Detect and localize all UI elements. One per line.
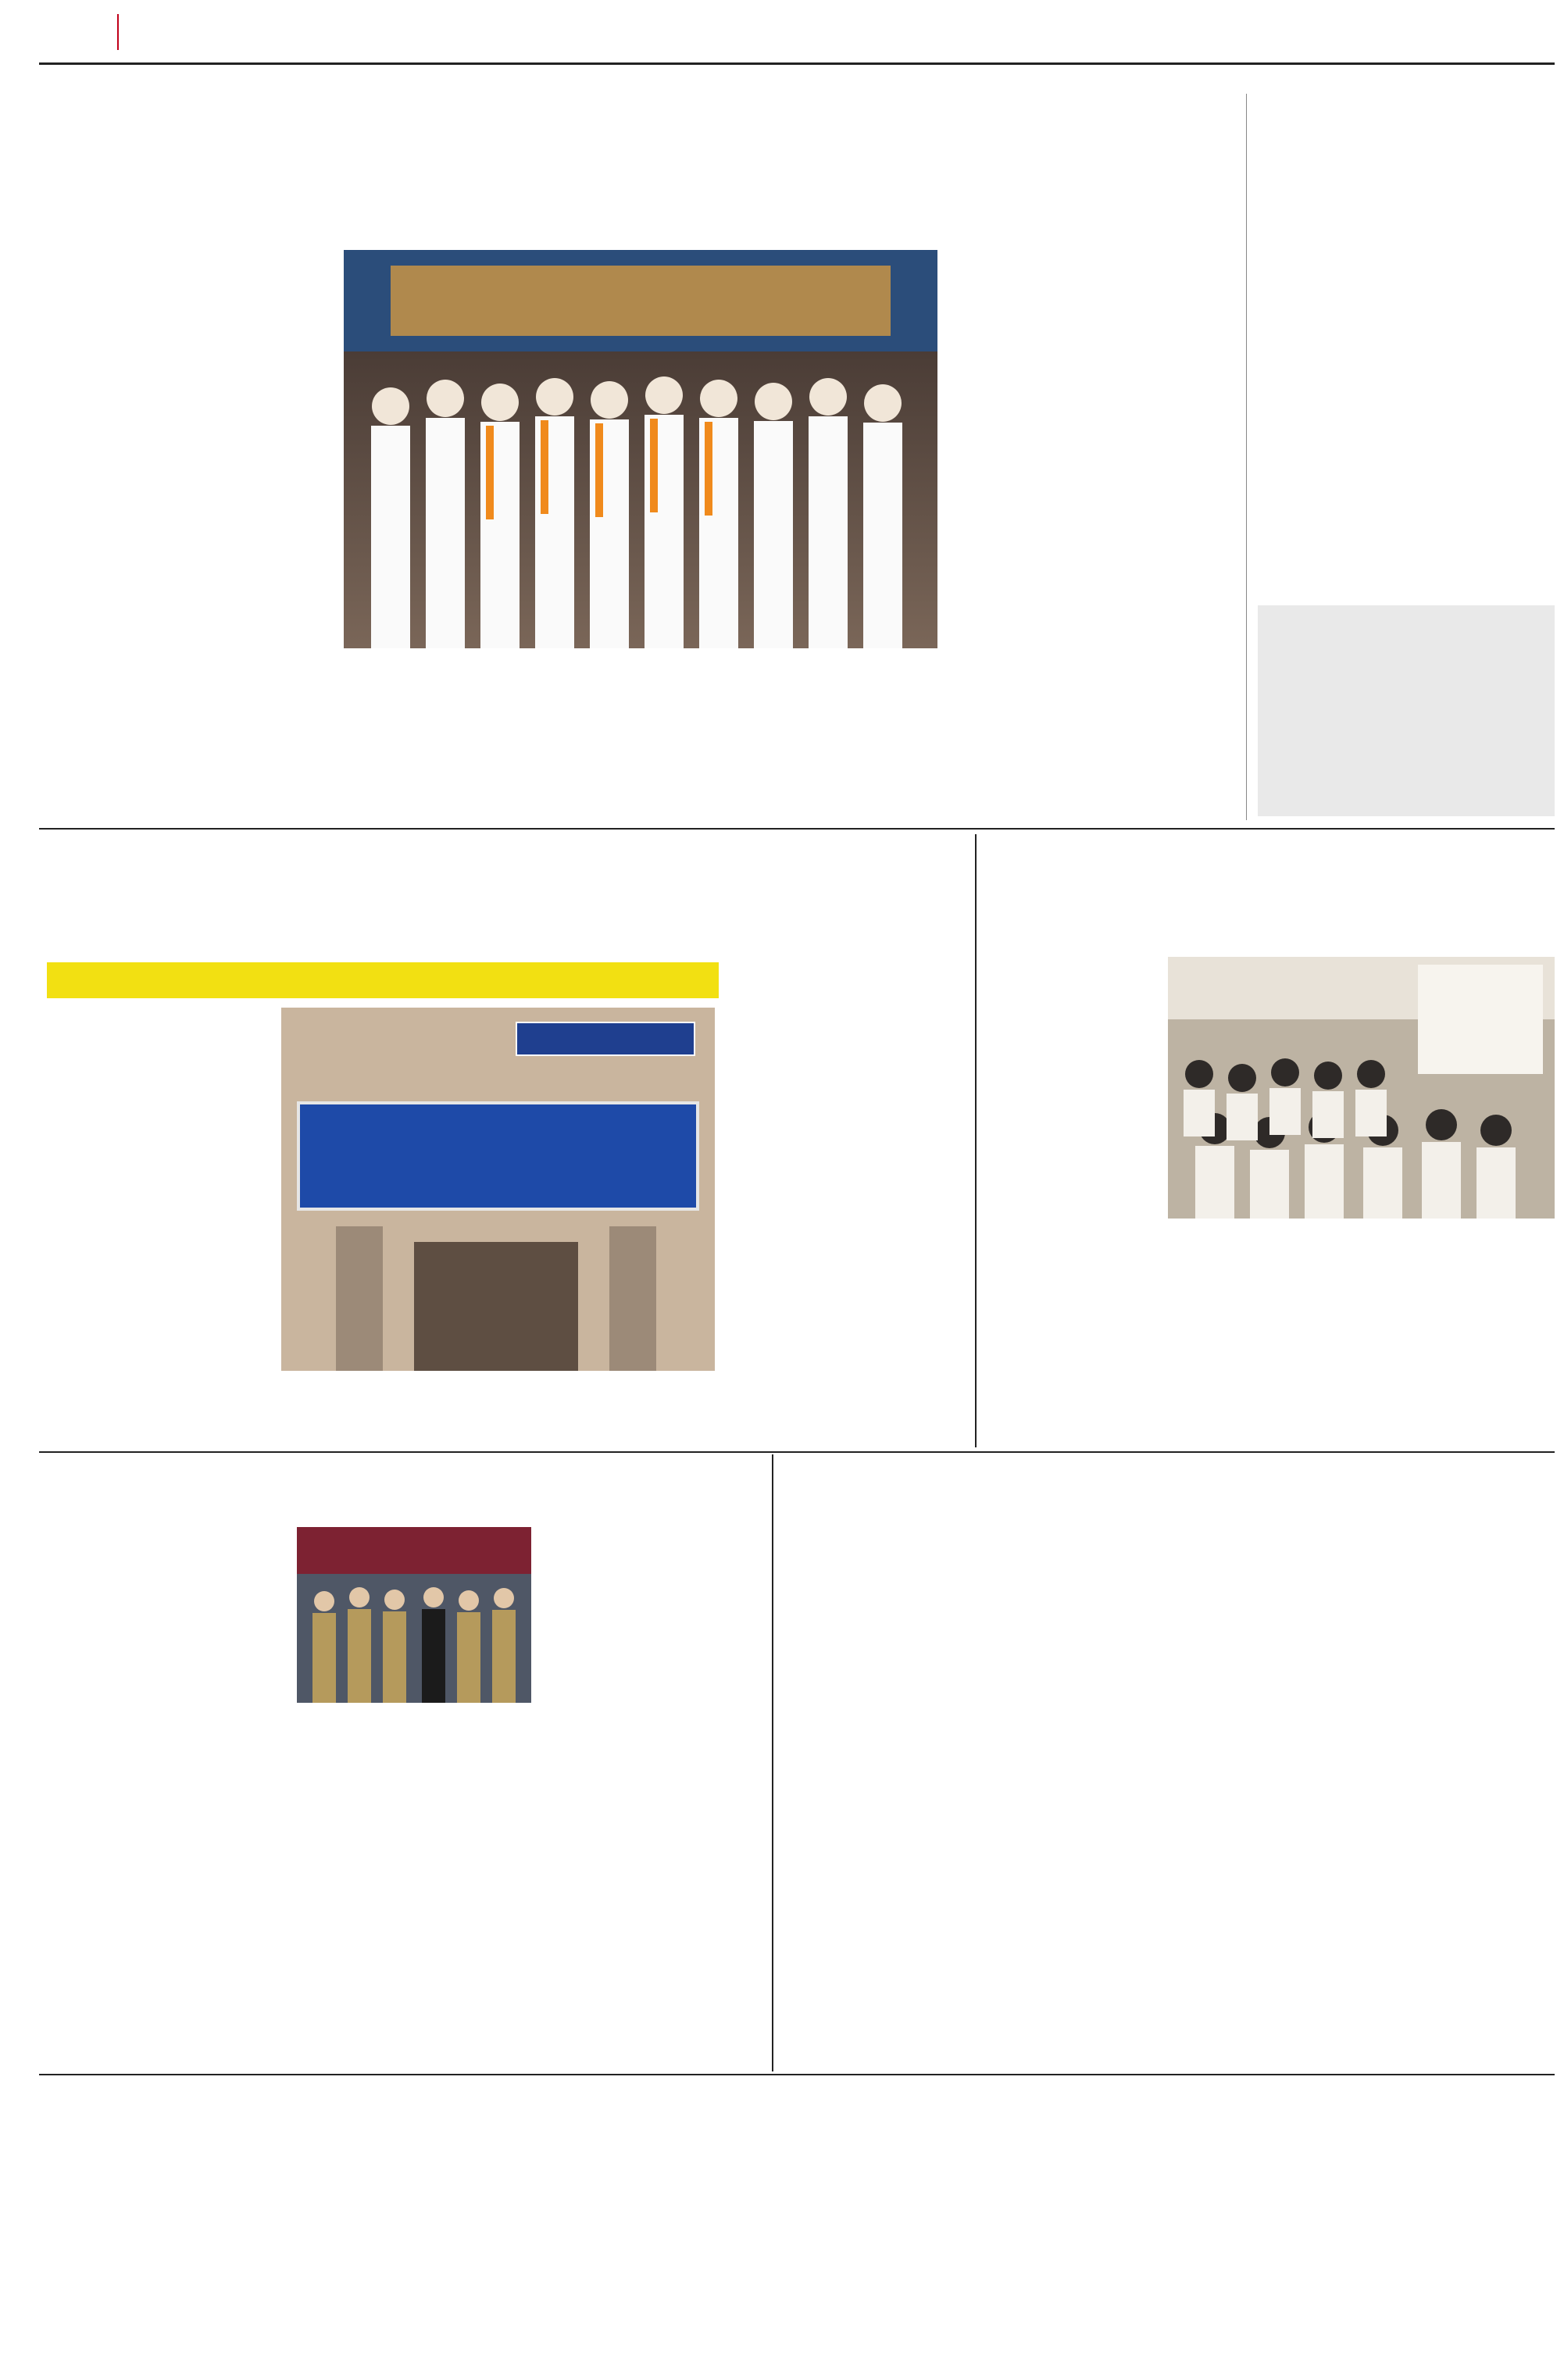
story4-column-2 bbox=[297, 1711, 531, 2066]
building-pillar-left bbox=[336, 1226, 383, 1371]
story4-headline bbox=[43, 1457, 762, 1519]
story5-headline-line2 bbox=[777, 1515, 1555, 1574]
story1-column-5 bbox=[945, 250, 1242, 820]
story2-column-3 bbox=[500, 1379, 715, 1445]
story2-column-4 bbox=[723, 836, 969, 1445]
section-rule-2 bbox=[39, 1451, 1555, 1453]
main-sign-board bbox=[297, 1101, 699, 1211]
police-arrest-photo bbox=[297, 1527, 531, 1703]
story1-column-1 bbox=[47, 250, 336, 656]
section-rule-1 bbox=[39, 828, 1555, 830]
paper-logo bbox=[1242, 17, 1555, 61]
meeting-hall-image bbox=[1168, 957, 1555, 1219]
building-sign-top bbox=[516, 1022, 695, 1056]
tahsil-office-photo bbox=[281, 1008, 715, 1371]
story2-strap bbox=[47, 962, 719, 998]
story2-column-2 bbox=[281, 1379, 492, 1445]
story3-column-1 bbox=[984, 957, 1160, 1445]
story4-column-1 bbox=[47, 1527, 289, 2066]
masthead-rule bbox=[39, 62, 1555, 65]
story5-headline-line1 bbox=[777, 1457, 1555, 1515]
section-title bbox=[703, 6, 891, 53]
story1-column-rule bbox=[1246, 94, 1247, 820]
story4-column-3 bbox=[539, 1527, 766, 2066]
issue-date bbox=[129, 19, 363, 45]
sign-emblem-text bbox=[300, 1112, 696, 1133]
police-group-image bbox=[297, 1527, 531, 1703]
building-doorway bbox=[414, 1242, 578, 1371]
story1-photo bbox=[344, 250, 937, 648]
bjp-meeting-photo bbox=[1168, 957, 1555, 1219]
story5-column-3 bbox=[1305, 1582, 1555, 2066]
story2-story3-divider bbox=[975, 834, 977, 1447]
story1-column-4-lower bbox=[641, 656, 937, 820]
story5-column-1 bbox=[781, 1582, 1031, 2066]
story1-headline-line2 bbox=[43, 160, 1230, 242]
masthead-divider bbox=[117, 14, 119, 50]
story4-story5-divider bbox=[772, 1454, 773, 2071]
building-pillar-right bbox=[609, 1226, 656, 1371]
story3-column-3 bbox=[1367, 1226, 1555, 1445]
story2-column-1 bbox=[47, 1008, 273, 1445]
story5-column-2 bbox=[1043, 1582, 1293, 2066]
sign-office-name bbox=[300, 1142, 696, 1197]
story1-column-3 bbox=[492, 656, 633, 820]
story2-headline-line1 bbox=[43, 836, 723, 898]
group-photo-image bbox=[344, 250, 937, 648]
story1-column-6 bbox=[1254, 94, 1555, 594]
story3-column-2 bbox=[1168, 1226, 1359, 1445]
story1-headline-line1 bbox=[43, 78, 1230, 156]
story3-headline-line1 bbox=[980, 840, 1555, 894]
story1-photo-caption bbox=[1258, 605, 1555, 816]
story1-column-2 bbox=[344, 656, 484, 820]
story2-headline-line2 bbox=[43, 897, 723, 959]
page-number bbox=[45, 6, 92, 53]
story3-headline-line2 bbox=[980, 894, 1555, 949]
section-rule-3 bbox=[39, 2074, 1555, 2075]
